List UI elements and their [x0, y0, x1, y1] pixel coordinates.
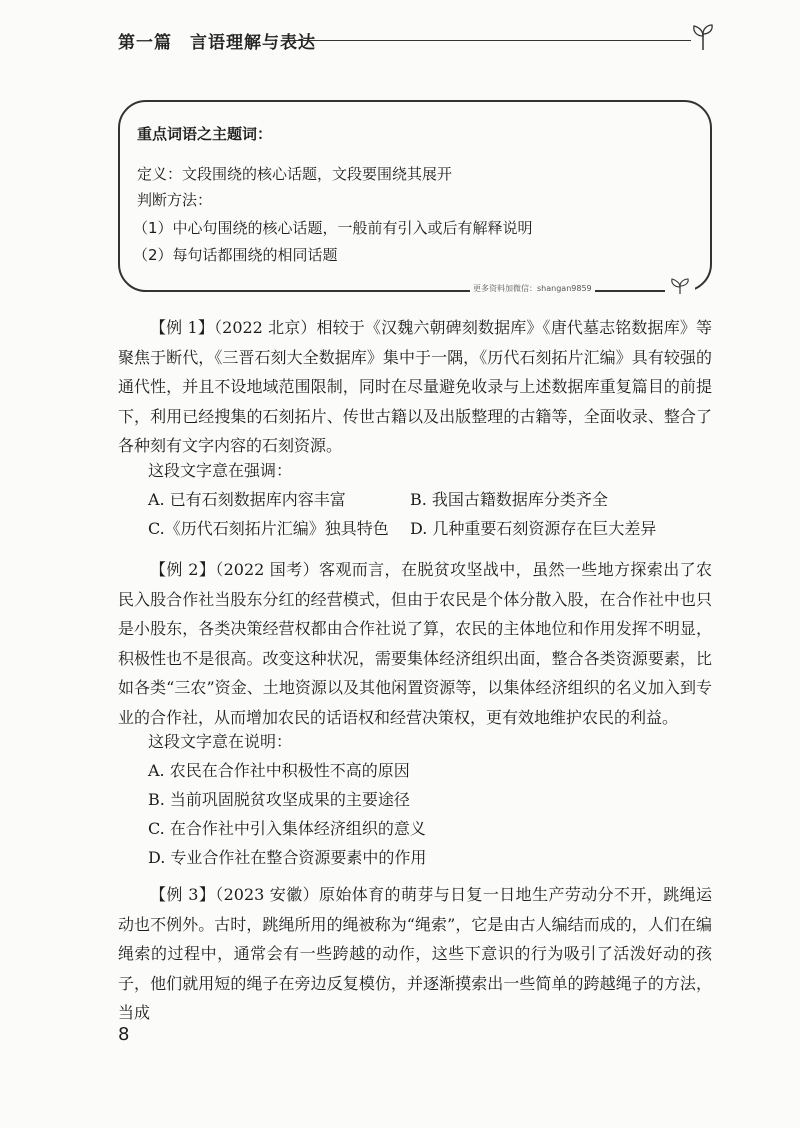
method-item-2: （2）每句话都围绕的相同话题	[133, 246, 338, 264]
example-3-text: 【例 3】（2023 安徽）原始体育的萌芽与日复一日地生产劳动分不开，跳绳运动也不例外。古时，跳绳所用的绳被称为“绳索”，它是由古人编结而成的，人们在编绳索的过程中，通常会有一些跨越的动作，这些下意识的行为吸引了活泼好动的孩子，他们就用短的绳子在旁边反复模仿，并逐渐摸索出一些简单的跨越绳子的方法，当成	[118, 885, 712, 1022]
example-2-text: 【例 2】（2022 国考）客观而言，在脱贫攻坚战中，虽然一些地方探索出了农民入股合作社当股东分红的经营模式，但由于农民是个体分散入股，在合作社中也只是小股东，各类决策经营权都由合作社说了算，农民的主体地位和作用发挥不明显，积极性也不是很高。改变这种状况，需要集体经济组织出面，整合各类资源要素，比如各类“三农”资金、土地资源以及其他闲置资源等，以集体经济组织的名义加入到专业的合作社，从而增加农民的话语权和经营决策权，更有效地维护农民的利益。	[118, 560, 712, 727]
header-rule	[296, 40, 691, 41]
key-concept-box	[118, 100, 712, 292]
contact-footnote: 更多资料加微信：shangan9859	[470, 283, 595, 294]
example-1-text: 【例 1】（2022 北京）相较于《汉魏六朝碑刻数据库》《唐代墓志铭数据库》等聚焦于断代，《三晋石刻大全数据库》集中于一隅，《历代石刻拓片汇编》具有较强的通代性，并且不设地域范围限制，同时在尽量避免收录与上述数据库重复篇目的前提下，利用已经搜集的石刻拓片、传世古籍以及出版整理的古籍等，全面收录、整合了各种刻有文字内容的石刻资源。	[118, 318, 712, 455]
example-1-prompt: 这段文字意在强调：	[148, 461, 293, 480]
example-1-option-d: D. 几种重要石刻资源存在巨大差异	[410, 519, 657, 538]
example-2-option-d: D. 专业合作社在整合资源要素中的作用	[148, 848, 427, 867]
example-1-option-b: B. 我国古籍数据库分类齐全	[410, 490, 608, 509]
chapter-title: 第一篇 言语理解与表达	[118, 33, 316, 53]
sprout-icon	[688, 22, 718, 52]
definition-line: 定义：文段围绕的核心话题，文段要围绕其展开	[137, 165, 453, 183]
method-item-1: （1）中心句围绕的核心话题，一般前有引入或后有解释说明	[133, 219, 533, 237]
page-number: 8	[118, 1024, 130, 1045]
example-1-option-a: A. 已有石刻数据库内容丰富	[148, 490, 346, 509]
example-2-option-c: C. 在合作社中引入集体经济组织的意义	[148, 819, 426, 838]
example-2-prompt: 这段文字意在说明：	[148, 732, 293, 751]
example-1-option-c: C.《历代石刻拓片汇编》独具特色	[148, 519, 389, 538]
example-2-option-a: A. 农民在合作社中积极性不高的原因	[148, 761, 410, 780]
method-heading: 判断方法：	[137, 191, 213, 209]
sprout-icon	[665, 276, 695, 296]
example-2-option-b: B. 当前巩固脱贫攻坚成果的主要途径	[148, 790, 410, 809]
key-concept-title: 重点词语之主题词：	[137, 125, 273, 143]
running-header	[118, 28, 718, 58]
